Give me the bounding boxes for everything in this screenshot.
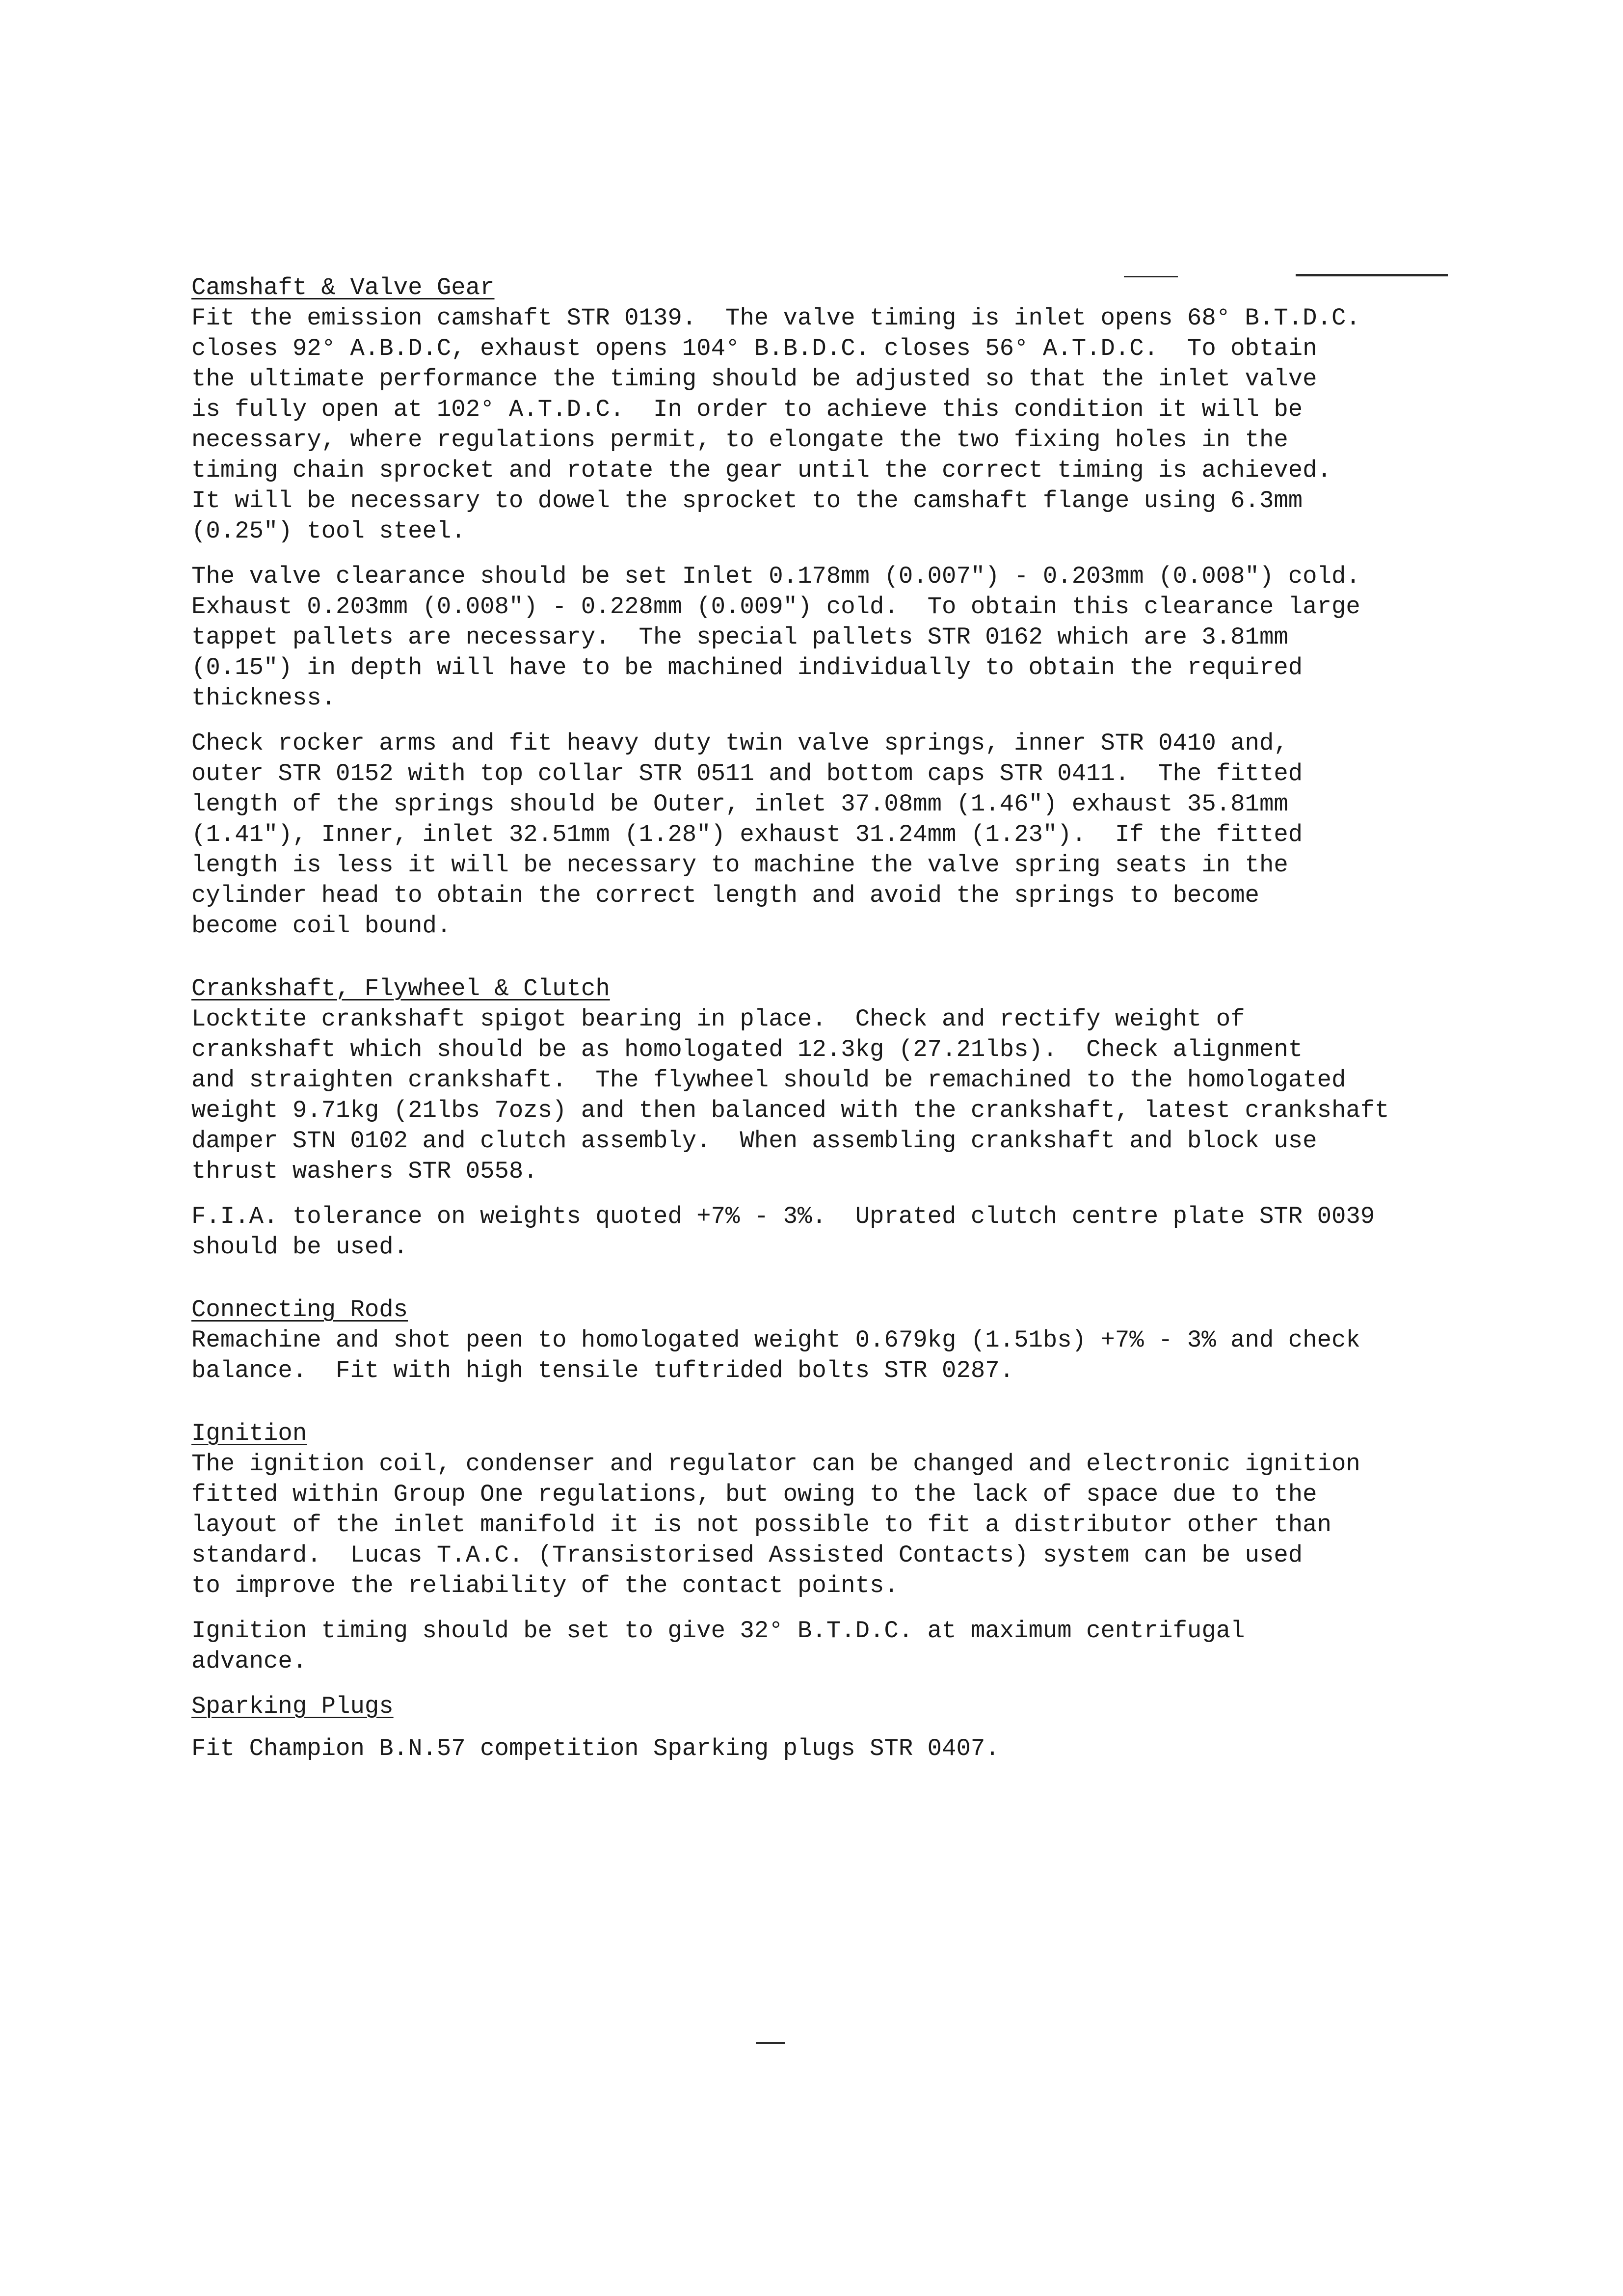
section-title-sparking-plugs: Sparking Plugs [191,1693,394,1720]
section-sparking-plugs [191,1691,1477,1764]
section-connecting-rods [191,1295,1477,1386]
section-title-camshaft: Camshaft & Valve Gear [191,274,495,301]
section-title-crankshaft: Crankshaft, Flywheel & Clutch [191,975,610,1002]
crankshaft-paragraph-1: Locktite crankshaft spigot bearing in place. Check and rectify weight of crankshaft which should be as homologated 12.3kg (27.21lbs). Check alignment and straighten crankshaft. The flywheel should be remachined to the homologated weight 9.71kg (21lbs 7ozs) and then balanced with the crankshaft, latest crankshaft damper STN 0102 and clutch assembly. When assembling crankshaft and block use thrust washers STR 0558. [191,1005,1389,1185]
document-page [191,272,1477,1779]
ignition-paragraph-2: Ignition timing should be set to give 32° B.T.D.C. at maximum centrifugal advance. [191,1617,1245,1675]
connecting-rods-paragraph-1: Remachine and shot peen to homologated weight 0.679kg (1.51bs) +7% - 3% and check balance. Fit with high tensile tuftrided bolts STR 0287. [191,1326,1360,1384]
scan-mark-bottom [756,2042,785,2044]
section-crankshaft [191,973,1477,1262]
section-ignition [191,1418,1477,1676]
section-camshaft [191,272,1477,941]
camshaft-paragraph-1: Fit the emission camshaft STR 0139. The valve timing is inlet opens 68° B.T.D.C. closes 92° A.B.D.C, exhaust opens 104° B.B.D.C. closes 56° A.T.D.C. To obtain the ultimate performance the timing should be adjusted so that the inlet valve is fully open at 102° A.T.D.C. In order to achieve this condition it will be necessary, where regulations permit, to elongate the two fixing holes in the timing chain sprocket and rotate the gear until the correct timing is achieved. It will be necessary to dowel the sprocket to the camshaft flange using 6.3mm (0.25") tool steel. [191,304,1360,545]
camshaft-paragraph-3: Check rocker arms and fit heavy duty twin valve springs, inner STR 0410 and, outer STR 0152 with top collar STR 0511 and bottom caps STR 0411. The fitted length of the springs should be Outer, inlet 37.08mm (1.46") exhaust 35.81mm (1.41"), Inner, inlet 32.51mm (1.28") exhaust 31.24mm (1.23"). If the fitted length is less it will be necessary to machine the valve spring seats in the cylinder head to obtain the correct length and avoid the springs to become become coil bound. [191,729,1303,940]
section-title-ignition: Ignition [191,1420,307,1447]
crankshaft-paragraph-2: F.I.A. tolerance on weights quoted +7% - 3%. Uprated clutch centre plate STR 0039 should be used. [191,1203,1375,1261]
ignition-paragraph-1: The ignition coil, condenser and regulator can be changed and electronic ignition fitted within Group One regulations, but owing to the lack of space due to the layout of the inlet manifold it is not possible to fit a distributor other than standard. Lucas T.A.C. (Transistorised Assisted Contacts) system can be used to improve the reliability of the contact points. [191,1450,1360,1599]
sparking-plugs-paragraph-1: Fit Champion B.N.57 competition Sparking plugs STR 0407. [191,1735,1000,1762]
section-title-connecting-rods: Connecting Rods [191,1296,408,1324]
camshaft-paragraph-2: The valve clearance should be set Inlet 0.178mm (0.007") - 0.203mm (0.008") cold. Exhaust 0.203mm (0.008") - 0.228mm (0.009") cold. To obtain this clearance large tappet pallets are necessary. The special pallets STR 0162 which are 3.81mm (0.15") in depth will have to be machined individually to obtain the required thickness. [191,563,1360,712]
